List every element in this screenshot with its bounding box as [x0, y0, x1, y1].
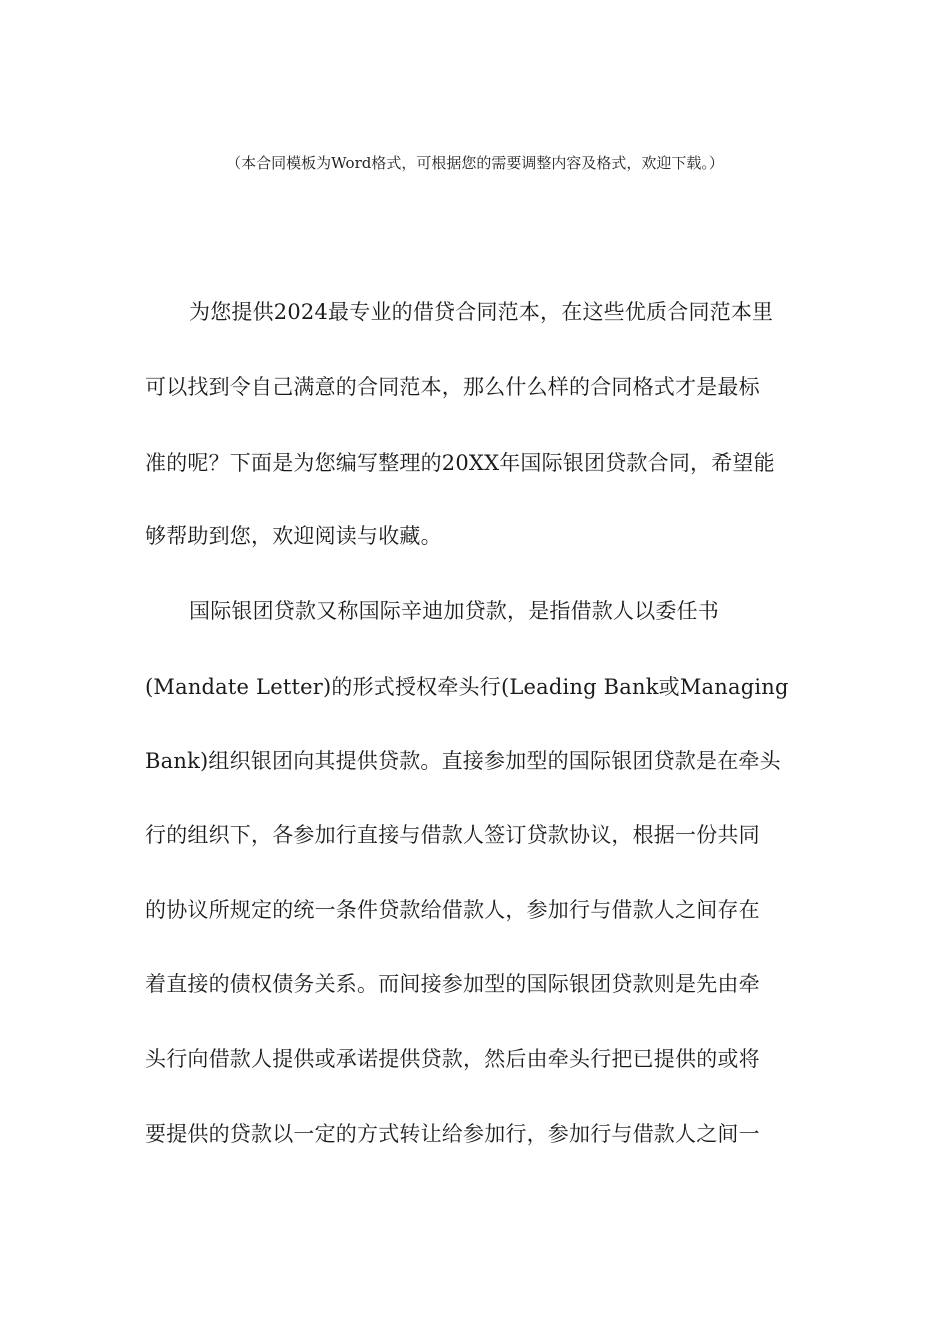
paragraph-2-line-6: 着直接的债权债务关系。而间接参加型的国际银团贷款则是先由牵: [145, 972, 760, 996]
template-note: （本合同模板为Word格式，可根据您的需要调整内容及格式，欢迎下载。）: [226, 154, 724, 172]
paragraph-2-line-4: 行的组织下，各参加行直接与借款人签订贷款协议，根据一份共同: [145, 823, 760, 847]
paragraph-1-line-2: 可以找到令自己满意的合同范本，那么什么样的合同格式才是最标: [145, 375, 760, 399]
paragraph-2-line-3: Bank)组织银团向其提供贷款。直接参加型的国际银团贷款是在牵头: [145, 749, 781, 773]
paragraph-2-line-8: 要提供的贷款以一定的方式转让给参加行，参加行与借款人之间一: [145, 1122, 760, 1146]
paragraph-2-line-5: 的协议所规定的统一条件贷款给借款人，参加行与借款人之间存在: [145, 898, 760, 922]
paragraph-2-line-1: 国际银团贷款又称国际辛迪加贷款，是指借款人以委任书: [189, 599, 719, 623]
paragraph-1-line-4: 够帮助到您，欢迎阅读与收藏。: [145, 524, 442, 548]
paragraph-1-line-3: 准的呢？下面是为您编写整理的20XX年国际银团贷款合同，希望能: [145, 451, 775, 475]
paragraph-1-line-1: 为您提供2024最专业的借贷合同范本，在这些优质合同范本里: [189, 300, 774, 324]
paragraph-2-line-7: 头行向借款人提供或承诺提供贷款，然后由牵头行把已提供的或将: [145, 1047, 760, 1071]
paragraph-2-line-2: (Mandate Letter)的形式授权牵头行(Leading Bank或Managing: [145, 675, 789, 699]
